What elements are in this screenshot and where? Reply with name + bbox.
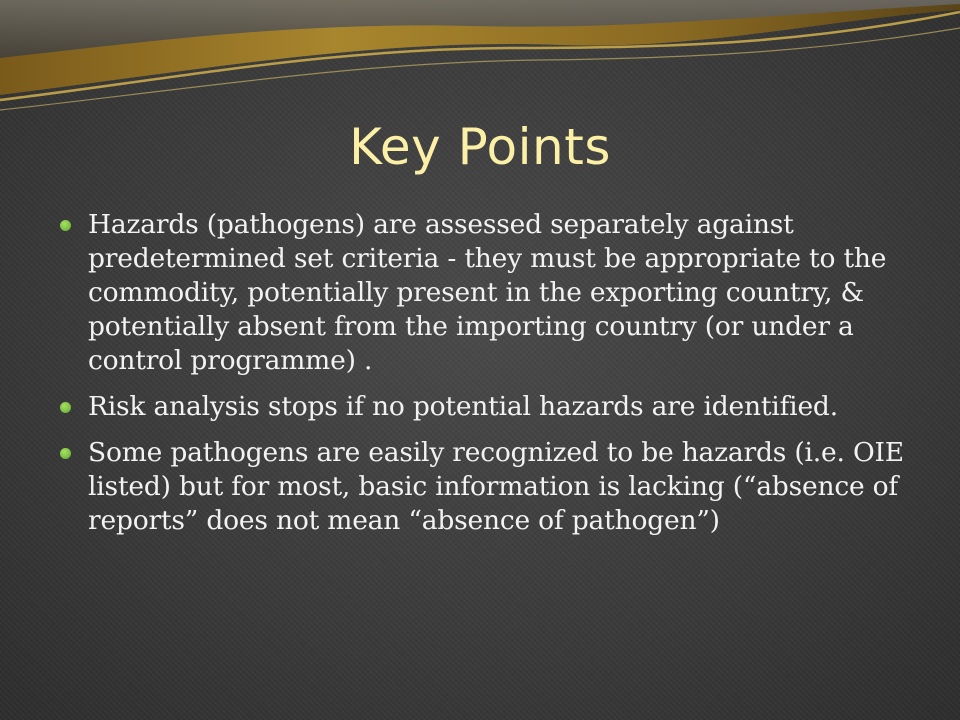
bullet-text: Some pathogens are easily recognized to be hazards (i.e. OIE listed) but for most, basic information is lacking (“absence of reports” does not mean “absence of pathogen”): [88, 437, 904, 536]
decorative-header-swoosh: [0, 0, 960, 125]
bullet-dot-icon: [60, 220, 71, 231]
list-item: [60, 436, 930, 538]
bullet-dot-icon: [60, 448, 71, 459]
list-item: [60, 208, 930, 378]
slide-title: Key Points: [349, 118, 611, 176]
bullet-dot-icon: [60, 402, 71, 413]
bullet-list: [60, 208, 930, 550]
list-item: [60, 390, 930, 424]
bullet-text: Hazards (pathogens) are assessed separately against predetermined set criteria - they must be appropriate to the commodity, potentially present in the exporting country, & potentially absent from the importing country (or under a control programme) .: [88, 209, 887, 376]
bullet-text: Risk analysis stops if no potential hazards are identified.: [88, 391, 838, 422]
